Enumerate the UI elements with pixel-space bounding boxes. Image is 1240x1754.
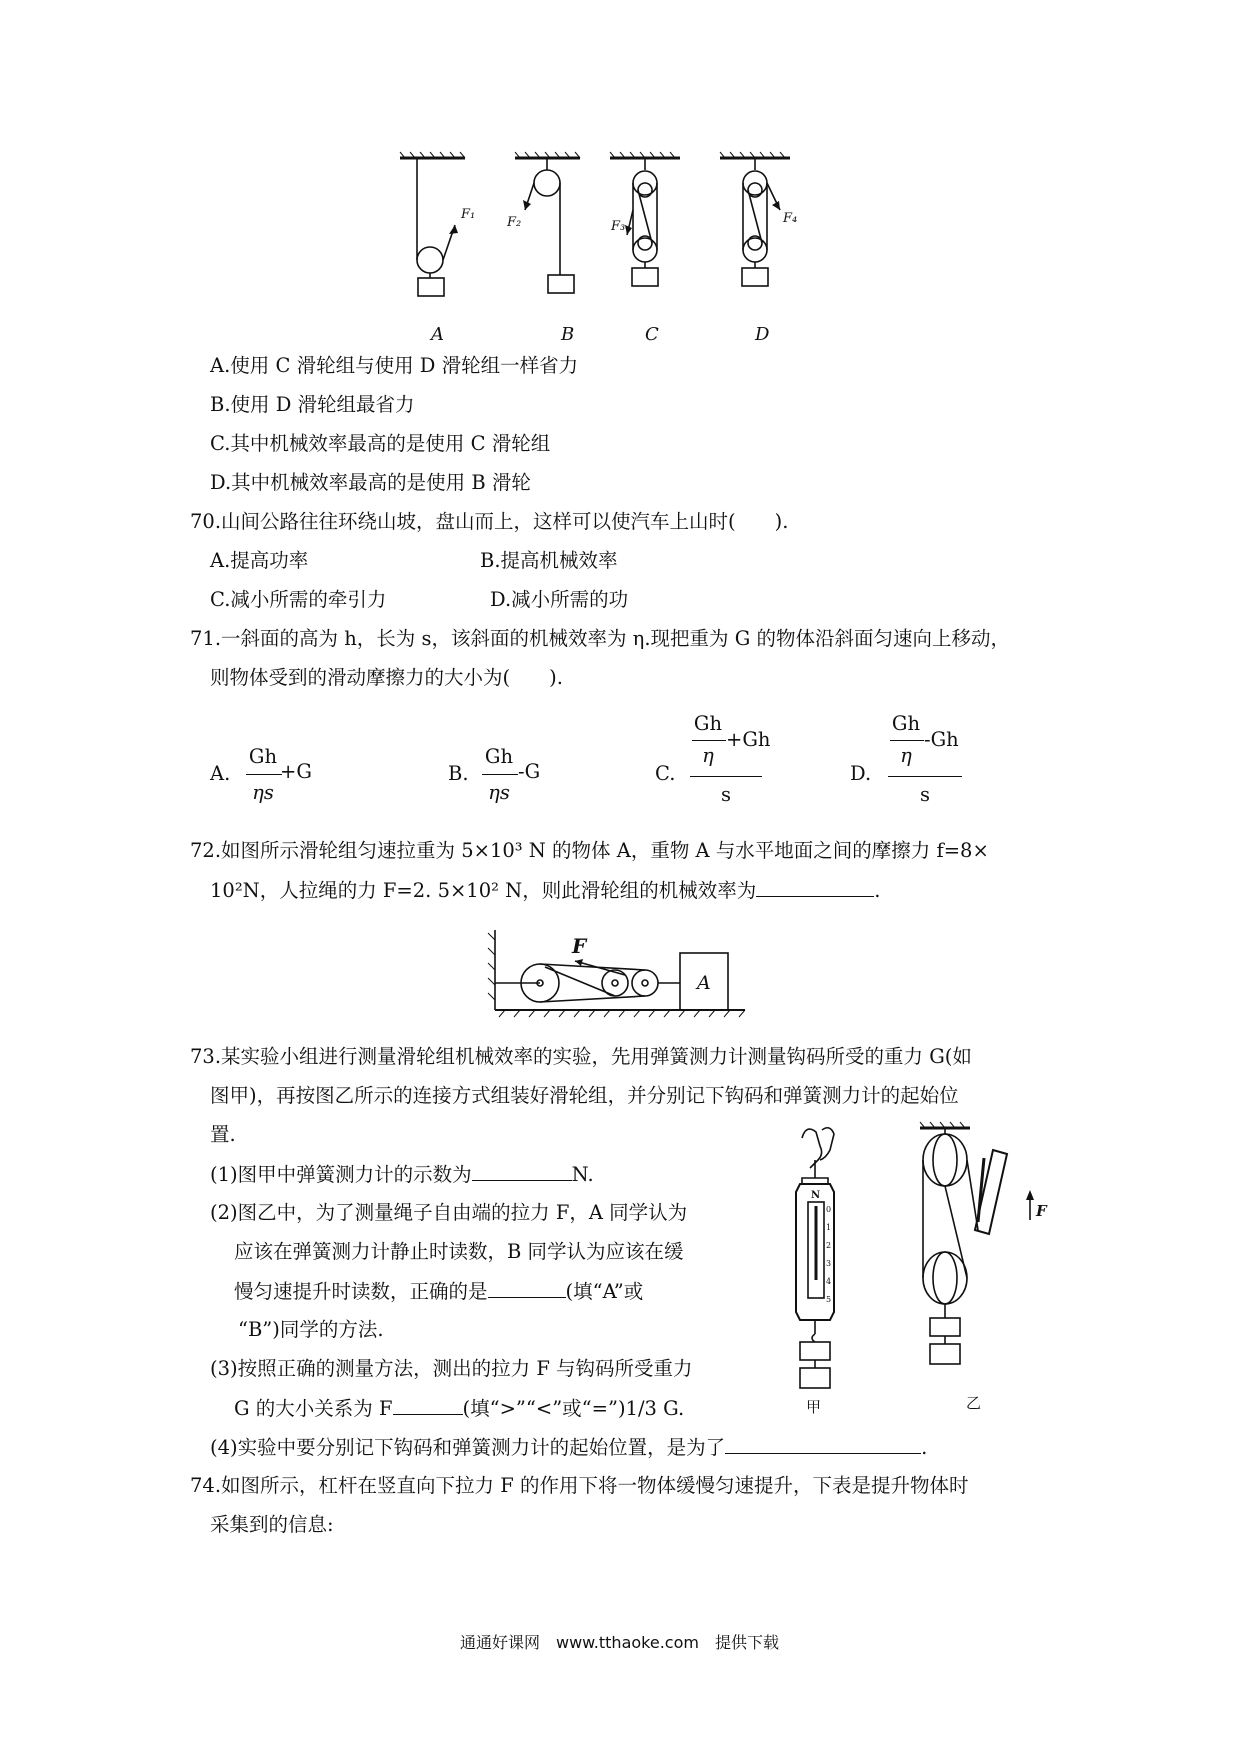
q73-part3-line1: (3)按照正确的测量方法，测出的拉力 F 与钩码所受重力 xyxy=(210,1357,693,1380)
q71-d-inner-denominator: η xyxy=(900,744,912,767)
fig-jia-label: 甲 xyxy=(806,1398,822,1416)
q73-part2-hint: (填“A”或 xyxy=(565,1280,644,1303)
q71-stem-line1: 71.一斜面的高为 h，长为 s，该斜面的机械效率为 η.现把重为 G 的物体沿斜面匀速向上移动， xyxy=(190,627,1011,650)
spring-scale-figure xyxy=(770,1120,1070,1420)
figure-label-c: C xyxy=(645,324,659,345)
q73-part1-text: (1)图甲中弹簧测力计的示数为 xyxy=(210,1163,472,1186)
figure-label-b: B xyxy=(561,324,575,345)
q73-part3-text: G 的大小关系为 F xyxy=(234,1397,393,1420)
q71-b-tail: -G xyxy=(518,760,541,783)
q70-option-d[interactable]: D.减小所需的功 xyxy=(490,588,629,611)
q72-stem-end: . xyxy=(874,879,881,902)
q73-part3-line2 xyxy=(234,1394,684,1423)
q71-a-denominator: ηs xyxy=(252,781,274,804)
figure-label-a: A xyxy=(431,324,444,345)
q73-stem-line2: 图甲)，再按图乙所示的连接方式组装好滑轮组，并分别记下钩码和弹簧测力计的起始位 xyxy=(210,1084,959,1107)
q73-part1-blank[interactable] xyxy=(472,1160,572,1181)
q71-option-c-letter[interactable]: C. xyxy=(655,762,676,785)
force-label-f2: F₂ xyxy=(507,215,522,230)
q73-part4-blank[interactable] xyxy=(725,1433,921,1454)
q72-stem-text: 10²N，人拉绳的力 F=2. 5×10² N，则此滑轮组的机械效率为 xyxy=(210,879,757,902)
q73-part3-blank[interactable] xyxy=(393,1394,463,1415)
scale-tick-4: 4 xyxy=(826,1277,832,1286)
q72-stem-line2 xyxy=(210,876,880,905)
figure-label-d: D xyxy=(755,324,770,345)
q71-d-minus-gh: -Gh xyxy=(924,728,959,751)
q73-part2-line3 xyxy=(234,1277,643,1306)
q71-option-d-letter[interactable]: D. xyxy=(850,762,872,785)
q70-option-b[interactable]: B.提高机械效率 xyxy=(480,549,618,572)
page-footer: 通通好课网 www.tthaoke.com 提供下载 xyxy=(460,1633,779,1652)
q73-part1 xyxy=(210,1160,594,1189)
scale-tick-1: 1 xyxy=(826,1223,832,1232)
q71-c-main-bar xyxy=(690,776,762,777)
force-label-f3: F₃ xyxy=(611,219,626,234)
q74-stem-line1: 74.如图所示，杠杆在竖直向下拉力 F 的作用下将一物体缓慢匀速提升，下表是提升物体时 xyxy=(190,1474,969,1497)
force-label-f4: F₄ xyxy=(783,211,798,226)
scale-tick-3: 3 xyxy=(826,1259,832,1268)
horizontal-pulley-figure xyxy=(485,925,755,1020)
q73-part4 xyxy=(210,1433,927,1462)
q71-d-inner-bar xyxy=(890,740,924,741)
q71-c-inner-bar xyxy=(692,740,726,741)
q71-b-bar xyxy=(482,774,518,775)
force-label-f1: F₁ xyxy=(461,207,476,222)
q73-part2-blank[interactable] xyxy=(488,1277,566,1298)
fig-yi-label: 乙 xyxy=(966,1394,982,1412)
q69-option-a[interactable]: A.使用 C 滑轮组与使用 D 滑轮组一样省力 xyxy=(210,354,579,377)
q71-a-bar xyxy=(246,774,282,775)
q72-fig-force-label: F xyxy=(572,934,587,958)
q71-c-inner-denominator: η xyxy=(702,744,714,767)
q72-stem-line1: 72.如图所示滑轮组匀速拉重为 5×10³ N 的物体 A，重物 A 与水平地面之间的摩擦力 f=8× xyxy=(190,839,989,862)
q71-c-denominator: s xyxy=(720,783,731,806)
q71-b-numerator: Gh xyxy=(484,745,514,768)
scale-tick-5: 5 xyxy=(826,1295,832,1304)
q69-option-c[interactable]: C.其中机械效率最高的是使用 C 滑轮组 xyxy=(210,432,551,455)
q71-option-b-letter[interactable]: B. xyxy=(448,762,469,785)
q69-option-d[interactable]: D.其中机械效率最高的是使用 B 滑轮 xyxy=(210,471,531,494)
fig-yi-force-label: F xyxy=(1036,1202,1047,1220)
scale-tick-0: 0 xyxy=(826,1205,832,1214)
q71-stem-line2: 则物体受到的滑动摩擦力的大小为( ). xyxy=(210,666,563,689)
scale-tick-2: 2 xyxy=(826,1241,832,1250)
q71-c-inner-numerator: Gh xyxy=(693,712,723,735)
q73-part4-text: (4)实验中要分别记下钩码和弹簧测力计的起始位置，是为了 xyxy=(210,1436,726,1459)
q71-b-denominator: ηs xyxy=(488,781,510,804)
q71-c-plus-gh: +Gh xyxy=(726,728,771,751)
q72-answer-blank[interactable] xyxy=(756,876,874,897)
q73-part2-text: 慢匀速提升时读数，正确的是 xyxy=(234,1280,488,1303)
q73-part2-line1: (2)图乙中，为了测量绳子自由端的拉力 F，A 同学认为 xyxy=(210,1201,688,1224)
q73-stem-line1: 73.某实验小组进行测量滑轮组机械效率的实验，先用弹簧测力计测量钩码所受的重力 G(如 xyxy=(190,1045,972,1068)
q71-a-tail: +G xyxy=(280,760,312,783)
q69-option-b[interactable]: B.使用 D 滑轮组最省力 xyxy=(210,393,415,416)
q71-d-inner-numerator: Gh xyxy=(891,712,921,735)
q71-d-denominator: s xyxy=(919,783,930,806)
q72-fig-block-label: A xyxy=(697,972,711,994)
q73-stem-line3: 置. xyxy=(210,1123,236,1146)
q70-stem: 70.山间公路往往环绕山坡，盘山而上，这样可以使汽车上山时( ). xyxy=(190,510,789,533)
q73-part2-line2: 应该在弹簧测力计静止时读数，B 同学认为应该在缓 xyxy=(234,1240,684,1263)
q71-d-main-bar xyxy=(888,776,962,777)
q71-a-numerator: Gh xyxy=(248,745,278,768)
q74-stem-line2: 采集到的信息: xyxy=(210,1513,334,1536)
q70-option-a[interactable]: A.提高功率 xyxy=(210,549,309,572)
q73-part4-end: . xyxy=(921,1436,928,1459)
pulley-figure xyxy=(395,150,845,350)
scale-unit-label: N xyxy=(811,1190,821,1201)
q73-part3-hint: (填“>”“<”或“=”)1/3 G. xyxy=(462,1397,685,1420)
q73-part2-line4: “B”)同学的方法. xyxy=(238,1318,384,1341)
q71-option-a-letter[interactable]: A. xyxy=(210,762,231,785)
q70-option-c[interactable]: C.减小所需的牵引力 xyxy=(210,588,387,611)
q73-part1-unit: N. xyxy=(571,1163,594,1186)
